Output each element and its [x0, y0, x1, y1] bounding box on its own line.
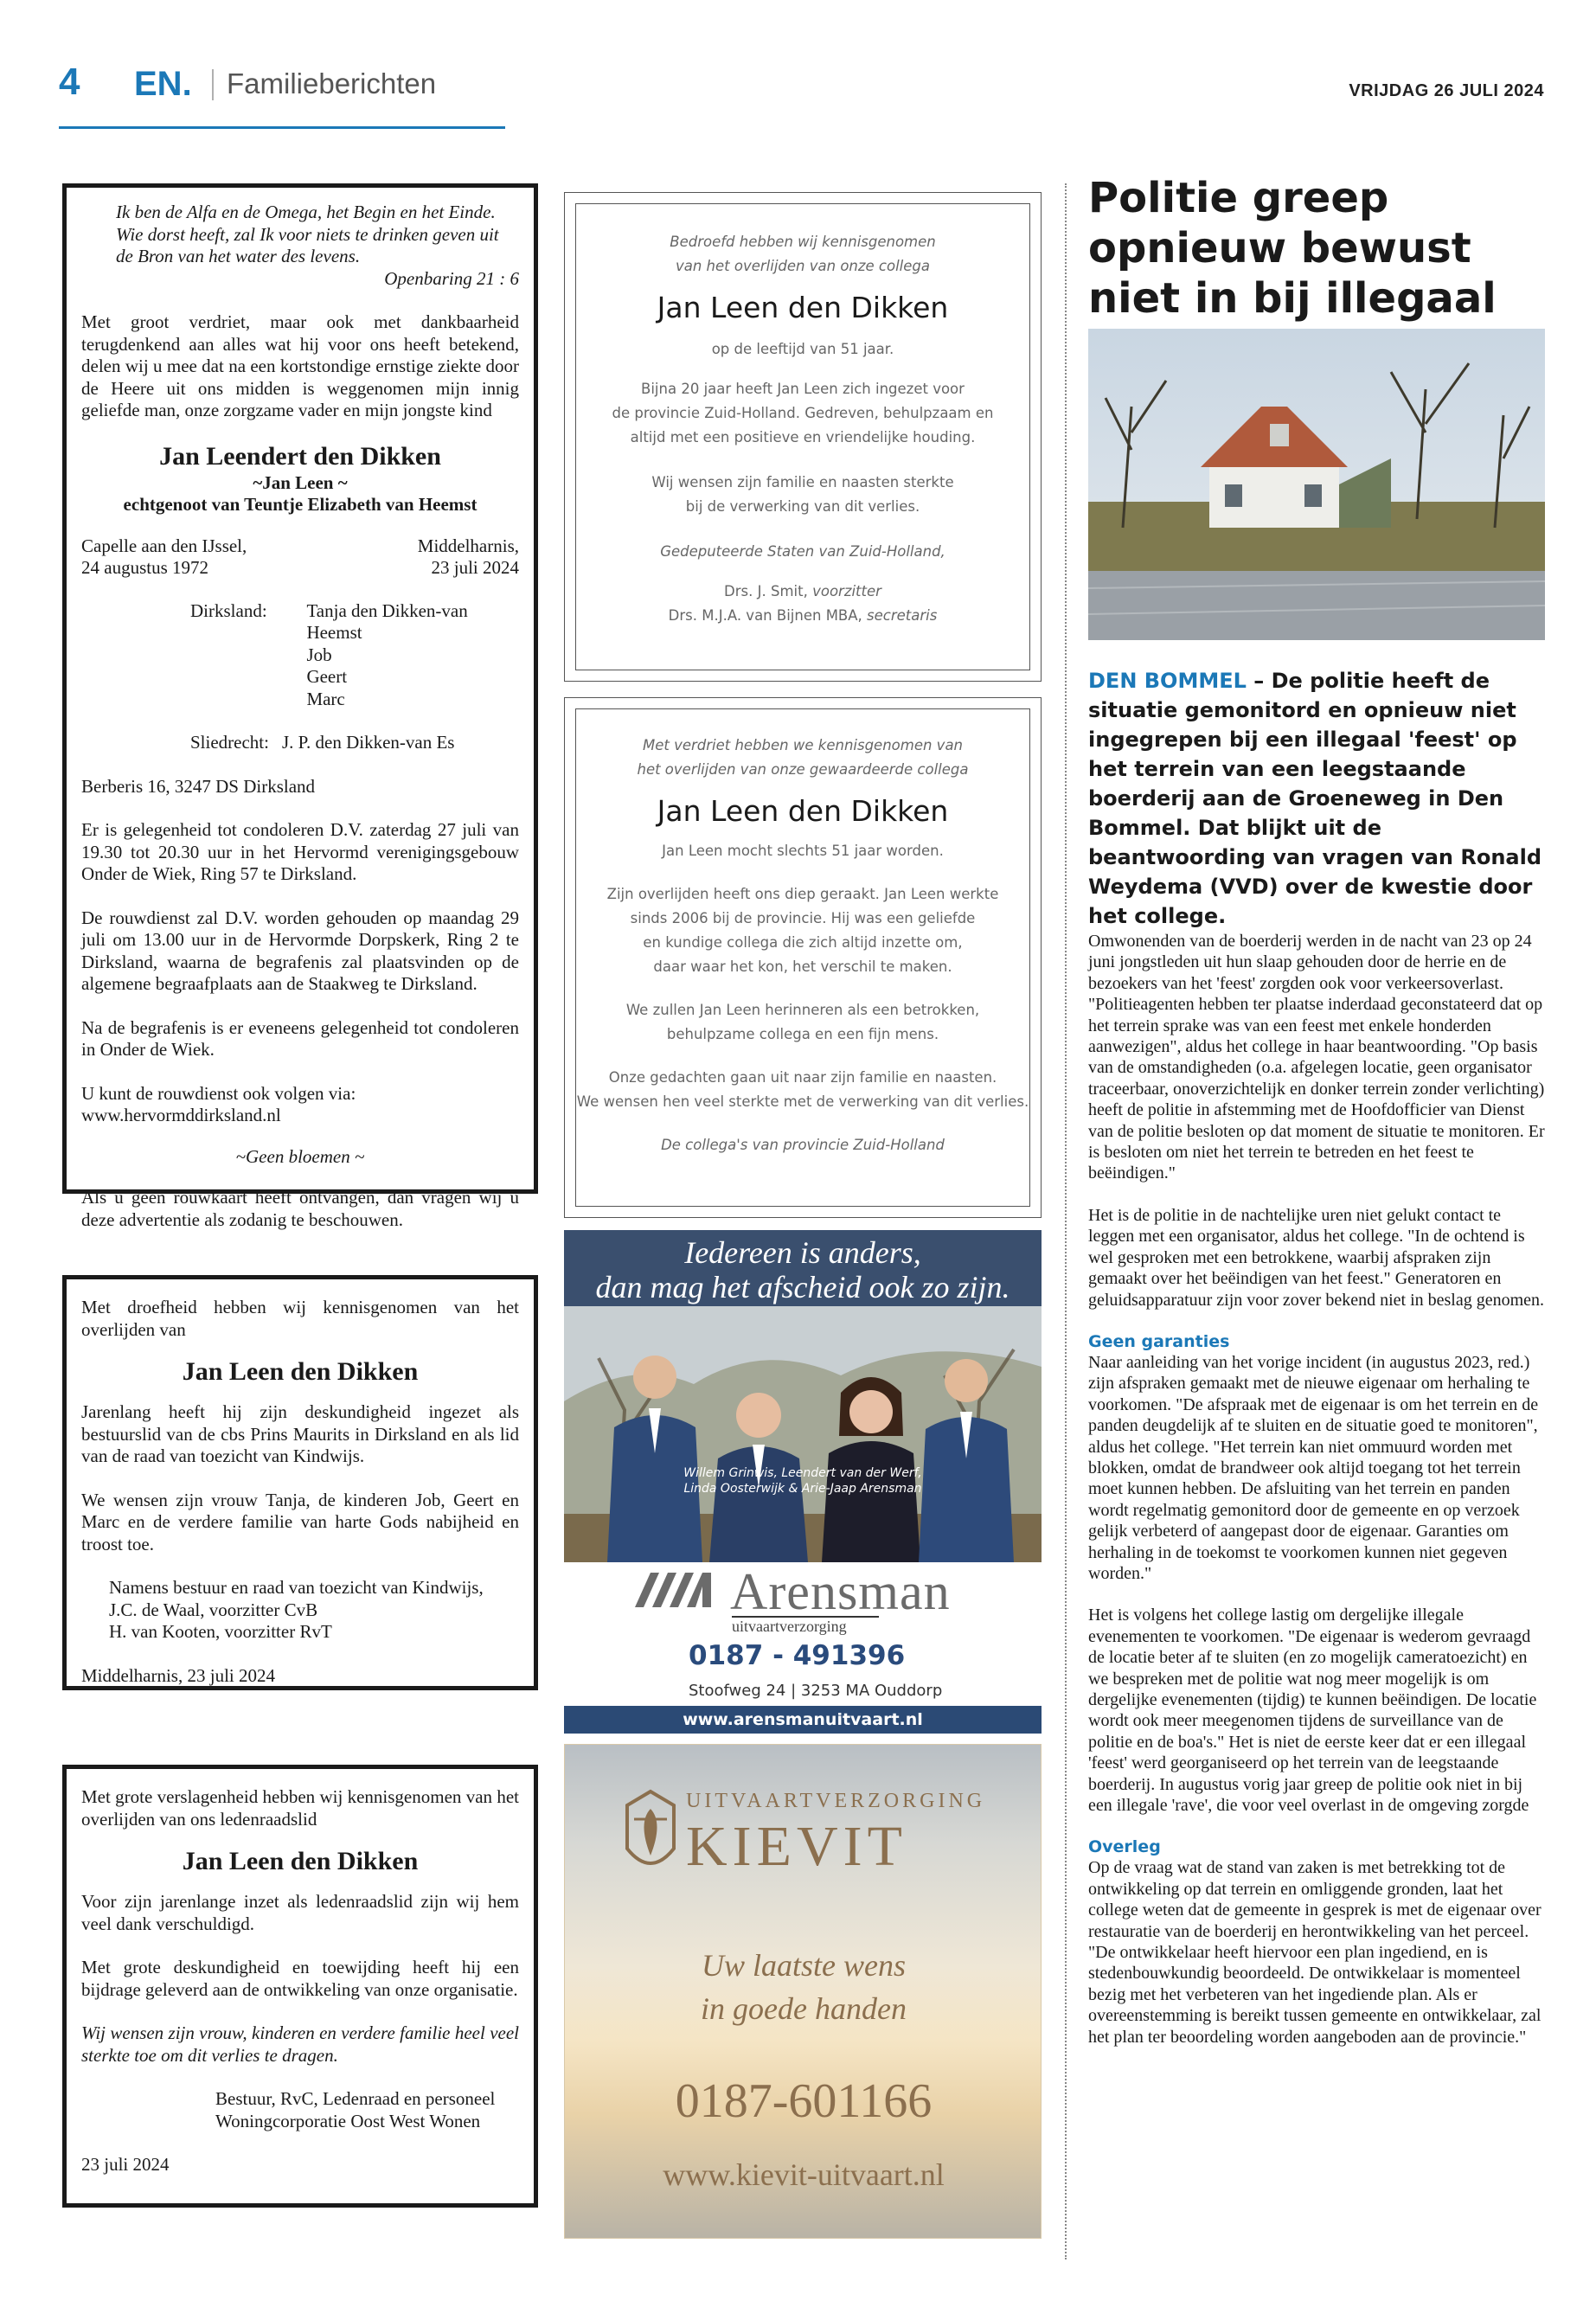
kievit-crest-icon	[622, 1788, 679, 1883]
ad-contact-panel	[564, 1562, 1042, 1706]
farmhouse-illustration	[1088, 329, 1545, 640]
notice-intro: Met verdriet hebben we kennisgenomen van	[642, 737, 964, 753]
logo-text: EN.	[134, 66, 192, 100]
notice-intro: Met grote verslagenheid hebben wij kennisgenomen van het overlijden van ons ledenraadslid	[81, 1786, 519, 1830]
section-title: Familieberichten	[227, 67, 437, 99]
signature-line	[576, 604, 1029, 628]
notice-thoughts: We wensen hen veel sterkte met de verwerking van dit verlies.	[576, 1093, 1029, 1110]
tagline-line: Iedereen is anders,	[684, 1235, 921, 1270]
article-paragraph: Naar aanleiding van het vorige incident (in augustus 2023, red.) zijn afspraken gemaakt met de nieuwe eigenaar om herhaling te voorkomen. "De afspraak met de eigenaar is om het terrein en de panden deugdelijk af te sluiten en de situatie goed te monitoren", aldus het college. "Het terrein kan niet ommuurd worden met blokken, omdat de brandweer ook altijd toegang tot het terrein moet kunnen hebben. De afsluiting van het terrein en panden wordt regelmatig gemonitord door de gemeente en op verzoek gelijk verbeterd of aangepast door de eigenaar. Garanties om herhaling in de toekomst te voorkomen kunnen niet gegeven worden."	[1088, 1352, 1539, 1583]
family-member: Marc	[306, 688, 345, 709]
notice-wish: Wij wensen zijn vrouw, kinderen en verdere familie heel veel sterkte toe om dit verlies te dragen.	[81, 2022, 519, 2066]
notice-body: Jarenlang heeft hij zijn deskundigheid ingezet als bestuurslid van de cbs Prins Maurits in Dirksland en als lid van de raad van toezicht van Kindwijs.	[81, 1401, 519, 1466]
brand-name: Arensman	[730, 1563, 951, 1620]
birth-info	[81, 535, 247, 580]
article-subheading: Overleg	[1088, 1837, 1161, 1857]
death-date: 23 juli 2024	[431, 557, 519, 578]
obituary-oost-west-wonen	[62, 1765, 538, 2208]
obituary-family	[62, 183, 538, 1230]
notice-date: 23 juli 2024	[81, 2154, 170, 2175]
ad-phone[interactable]: 0187 - 491396	[689, 1640, 906, 1671]
deceased-age: Jan Leen mocht slechts 51 jaar worden.	[662, 843, 944, 859]
family-place: Sliedrecht:	[190, 732, 269, 753]
column-divider	[1065, 183, 1067, 2259]
closing-note: Als u geen rouwkaart heeft ontvangen, dan vragen wij u deze advertentie als zodanig te beschouwen.	[81, 1187, 519, 1230]
article-headline: Politie greep opnieuw bewust niet in bij illegaal	[1088, 174, 1497, 323]
birth-death-row	[81, 535, 519, 580]
family-dirksland	[190, 600, 519, 711]
notice-wish: Wij wensen zijn familie en naasten sterkte	[651, 474, 954, 490]
article-paragraph: Op de vraag wat de stand van zaken is met betrekking tot de ontwikkeling op dat terrein en omliggende gronden, laat het college weten dat de gemeente in gesprek is met de eigenaar over restauratie van de boerderij en herontwikkeling van het perceel. "De ontwikkelaar heeft hiervoor een plan ingediend, en is stedenbouwkundig beoordeeld. De ontwikkelaar is momenteel bezig met het verbeteren van het ingediende plan. Als er overeenstemming is bereikt tussen gemeente en ontwikkelaar, zal het plan ter beoordeling worden aangeboden aan de provincie."	[1088, 1858, 1542, 2047]
family-sliedrecht	[190, 732, 519, 754]
notice-body: Zijn overlijden heeft ons diep geraakt. Jan Leen werkte	[606, 886, 999, 902]
article-paragraph: Het is volgens het college lastig om dergelijke illegale evenementen te voorkomen. "De eigenaar is wederom gevraagd de locatie beter af te sluiten (en zo mogelijk cameratoezicht) en we bespreken met de politie wat nog meer mogelijk is om dergelijke evenementen (tijdig) te kunnen beëindigen. De locatie wordt ook meer meegenomen tijdens de surveillance van de politie en de boa's." Het is niet de eerste keer dat er een illegaal 'feest' werd georganiseerd op het terrein van de leegstaande boerderij. In augustus vorig jaar greep de politie ook niet in bij een illegale 'rave', die voor veel overlast in de omgeving zorgde	[1088, 1606, 1537, 1816]
signature-line: Bestuur, RvC, Ledenraad en personeel	[215, 2088, 496, 2109]
kievit-url[interactable]: www.kievit-uitvaart.nl	[663, 2157, 945, 2192]
notice-body: daar waar het kon, het verschil te maken.	[653, 958, 952, 975]
article-paragraph: Omwonenden van de boerderij werden in de nacht van 23 op 24 juni jongstleden uit hun slaap gehouden door de herrie en de bezoekers van het 'feest' zorgden ook voor verkeersoverlast. "Politieagenten hebben ter plaatse inderdaad geconstateerd dat op het terrein sprake was van een feest met enkele honderden aanwezigen", aldus het college in haar beantwoording. "Op basis van de omstandigheden (o.a. afgelegen locatie, geen organisator traceerbaar, onoverzichtelijk en donker terrein zonder verlichting) heeft de politie in afstemming met de Hoofdofficier van Dienst van de politie besloten op dat moment de situatie te monitoren. Er is besloten om niet het terrein te betreden en het feest te beëindigen."	[1088, 932, 1545, 1183]
organisation: Gedeputeerde Staten van Zuid-Holland,	[660, 543, 945, 560]
notice-body: en kundige collega die zich altijd inzette om,	[643, 934, 963, 951]
signature-block	[81, 2088, 519, 2132]
article-paragraph: Het is de politie in de nachtelijke uren niet gelukt contact te leggen met een organisator, aldus het college. "In de ochtend is wel gesproken met een betrokkene, waarbij afspraken zijn gemaakt over het beëindigen van het feest." Generatoren en geluidsapparatuur zijn voor zover bekend niet in beslag genomen.	[1088, 1205, 1545, 1310]
article-body	[1088, 931, 1545, 2068]
header-separator	[212, 69, 214, 100]
kievit-slogan	[565, 1944, 1042, 2030]
kievit-subtitle: UITVAARTVERZORGING	[686, 1790, 986, 1812]
family-member: J. P. den Dikken-van Es	[282, 732, 455, 753]
en-logo[interactable]	[134, 66, 200, 100]
deceased-nickname: ~Jan Leen ~	[253, 471, 348, 493]
slogan-line: in goede handen	[701, 1991, 907, 2026]
stream-label: U kunt de rouwdienst ook volgen via:	[81, 1082, 356, 1104]
notice-intro: het overlijden van onze gewaardeerde collega	[637, 761, 969, 778]
death-info	[418, 535, 519, 580]
header-rule	[59, 126, 505, 129]
deceased-age: op de leeftijd van 51 jaar.	[711, 341, 894, 357]
article-photo	[1088, 329, 1545, 640]
arensman-logo-icon	[633, 1569, 725, 1611]
obituary-kindwijs	[62, 1275, 538, 1690]
notice-wish: bij de verwerking van dit verlies.	[685, 498, 920, 515]
dateline-place: DEN BOMMEL	[1088, 669, 1247, 693]
family-member: Geert	[306, 666, 348, 687]
no-flowers: ~Geen bloemen ~	[235, 1145, 365, 1167]
notice-body: Met grote deskundigheid en toewijding heeft hij een bijdrage geleverd aan de ontwikkeling van onze organisatie.	[81, 1957, 519, 2000]
caption-line: Linda Oosterwijk & Arie-Jaap Arensman	[683, 1482, 922, 1496]
caption-line: Willem Grinwis, Leendert van der Werf,	[683, 1466, 922, 1480]
kievit-ad[interactable]	[564, 1744, 1042, 2239]
obituary-gedeputeerde-staten	[564, 192, 1042, 682]
obituary-provincie-collegas	[564, 697, 1042, 1218]
brand-subtitle: uitvaartverzorging	[732, 1616, 879, 1636]
deceased-name: Jan Leendert den Dikken	[159, 441, 441, 471]
article-lead	[1088, 666, 1547, 931]
notice-body: Voor zijn jarenlange inzet als ledenraadslid zijn wij hem veel dank verschuldigd.	[81, 1891, 519, 1934]
signature-line: Namens bestuur en raad van toezicht van Kindwijs,	[109, 1577, 484, 1598]
signatory-name: Drs. M.J.A. van Bijnen MBA,	[668, 607, 862, 624]
team-photo	[564, 1306, 1042, 1562]
notice-intro: Bedroefd hebben wij kennisgenomen	[670, 234, 936, 250]
signature-line: Woningcorporatie Oost West Wonen	[215, 2110, 481, 2131]
deceased-name: Jan Leen den Dikken	[657, 291, 949, 324]
notice-thoughts: Onze gedachten gaan uit naar zijn familie en naasten.	[608, 1069, 997, 1086]
stream-link[interactable]: www.hervormddirksland.nl	[81, 1105, 281, 1125]
notice-memory: We zullen Jan Leen herinneren als een betrokken,	[625, 1002, 980, 1018]
signatory-role: voorzitter	[812, 583, 881, 599]
notice-body: We wensen zijn vrouw Tanja, de kinderen Job, Geert en Marc en de verdere familie van harte Gods nabijheid en troost toe.	[81, 1489, 519, 1554]
arensman-ad[interactable]	[564, 1230, 1042, 1734]
notice-memory: behulpzame collega en een fijn mens.	[666, 1026, 939, 1042]
notice-body: altijd met een positieve en vriendelijke houding.	[630, 429, 976, 445]
signature-line: H. van Kooten, voorzitter RvT	[109, 1621, 332, 1642]
tagline-line: dan mag het afscheid ook zo zijn.	[595, 1270, 1010, 1304]
deceased-name: Jan Leen den Dikken	[182, 1357, 419, 1386]
birth-date: 24 augustus 1972	[81, 557, 208, 578]
family-address: Berberis 16, 3247 DS Dirksland	[81, 775, 316, 797]
signature-line: J.C. de Waal, voorzitter CvB	[109, 1599, 318, 1620]
kievit-phone[interactable]: 0187-601166	[675, 2074, 933, 2128]
signatory-role: secretaris	[867, 607, 938, 624]
slogan-line: Uw laatste wens	[701, 1948, 906, 1983]
after-burial-info: Na de begrafenis is er eveneens gelegenheid tot condoleren in Onder de Wiek.	[81, 1016, 519, 1060]
family-member: Job	[306, 644, 332, 665]
family-names	[306, 600, 519, 711]
signature-line	[576, 580, 1029, 604]
notice-date: Middelharnis, 23 juli 2024	[81, 1664, 275, 1686]
ad-url[interactable]: www.arensmanuitvaart.nl	[564, 1706, 1042, 1734]
issue-date: VRIJDAG 26 JULI 2024	[1349, 81, 1544, 100]
article-subheading: Geen garanties	[1088, 1331, 1230, 1351]
notice-intro: Met droefheid hebben wij kennisgenomen van het overlijden van	[81, 1297, 519, 1340]
family-member: Tanja den Dikken-van Heemst	[306, 599, 468, 643]
family-place: Dirksland:	[190, 599, 267, 621]
notice-intro: van het overlijden van onze collega	[675, 258, 931, 274]
signature-block	[81, 1577, 519, 1644]
signatory-name: Drs. J. Smit,	[724, 583, 808, 599]
ad-tagline	[564, 1230, 1042, 1306]
lead-text: – De politie heeft de situatie gemonitord en opnieuw niet ingegrepen bij een illegaal 'feest' op het terrein van een leegstaande boerderij aan de Groeneweg in Den Bommel. Dat blijkt uit de beantwoording van vragen van Ronald Weydema (VVD) over de kwestie door het college.	[1088, 669, 1542, 928]
bible-verse: Ik ben de Alfa en de Omega, het Begin en het Einde. Wie dorst heeft, zal Ik voor niets te drinken geven uit de Bron van het water des levens.	[116, 202, 499, 266]
notice-body: de provincie Zuid-Holland. Gedreven, behulpzaam en	[612, 405, 994, 421]
condolence-info: Er is gelegenheid tot condoleren D.V. zaterdag 27 juli van 19.30 tot 20.30 uur in het Hervormd verenigingsgebouw Onder de Wiek, Ring 57 te Dirksland.	[81, 819, 519, 884]
deceased-name: Jan Leen den Dikken	[657, 794, 949, 828]
verse-reference: Openbaring 21 : 6	[384, 267, 519, 289]
deceased-name: Jan Leen den Dikken	[182, 1847, 419, 1875]
notice-body: sinds 2006 bij de provincie. Hij was een geliefde	[630, 910, 976, 926]
spouse-line: echtgenoot van Teuntje Elizabeth van Heemst	[123, 494, 478, 515]
photo-caption	[564, 1465, 1042, 1497]
page-number: 4	[59, 61, 80, 103]
ad-address: Stoofweg 24 | 3253 MA Ouddorp	[689, 1682, 943, 1700]
service-info: De rouwdienst zal D.V. worden gehouden op maandag 29 juli om 13.00 uur in de Hervormde Dorpskerk, Ring 2 te Dirksland, waarna de begrafenis zal plaatsvinden op de algemene begraafplaats aan de Staakweg te Dirksland.	[81, 907, 519, 994]
obituary-intro: Met groot verdriet, maar ook met dankbaarheid terugdenkend aan alles wat hij voor ons heeft betekend, delen wij u mee dat na een kortstondige ernstige ziekte door de Heere uit ons midden is weggenomen mijn innig geliefde man, onze zorgzame vader en mijn jongste kind	[81, 311, 519, 420]
death-place: Middelharnis,	[417, 535, 519, 556]
kievit-title: KIEVIT	[686, 1815, 907, 1878]
notice-body: Bijna 20 jaar heeft Jan Leen zich ingezet voor	[641, 381, 965, 397]
birth-place: Capelle aan den IJssel,	[81, 535, 247, 556]
team-illustration	[564, 1306, 1042, 1562]
notice-from: De collega's van provincie Zuid-Holland	[661, 1137, 945, 1153]
